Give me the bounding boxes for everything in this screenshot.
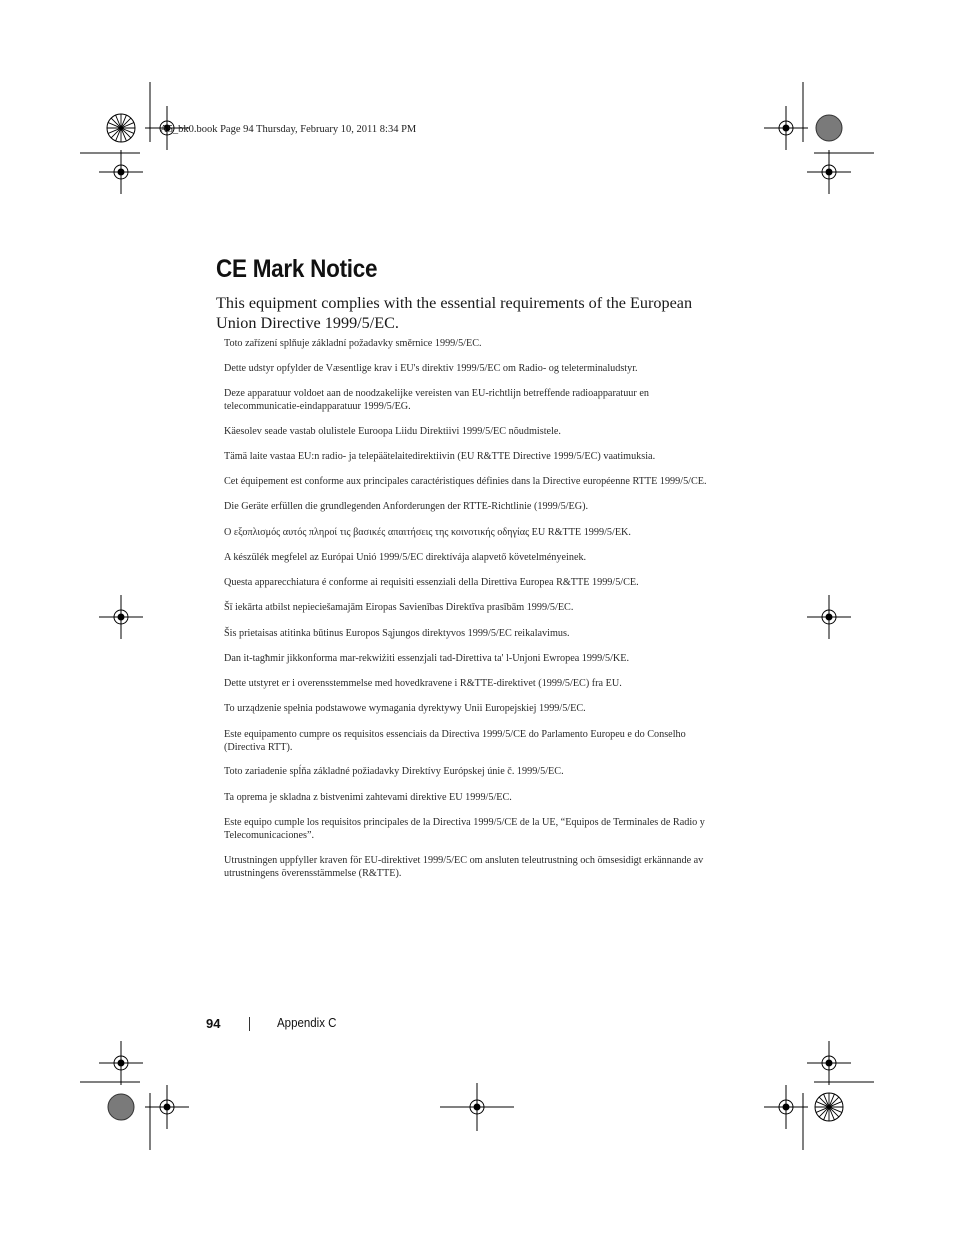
compliance-statement-latvian: Šī iekārta atbilst nepieciešamajām Eiropas Savienības Direktīva prasībām 1999/5/EC. — [224, 602, 574, 613]
intro-paragraph: This equipment complies with the essential requirements of the European Union Directive 1999/5/EC. — [216, 294, 693, 332]
registration-mark — [807, 1041, 851, 1085]
page-title: CE Mark Notice — [216, 255, 378, 283]
registration-mark — [99, 1041, 143, 1085]
page-number: 94 — [206, 1016, 221, 1031]
compliance-statement-norwegian: Dette utstyret er i overensstemmelse med hovedkravene i R&TTE-direktivet (1999/5/EC) fra EU. — [224, 678, 622, 689]
registration-mark — [145, 1085, 189, 1129]
compliance-statement-greek: Ο εξοπλισμός αυτός πληροί τις βασικές απαιτήσεις της κοινοτικής οδηγίας EU R&TTE 1999/5/EK. — [224, 527, 631, 538]
footer-divider — [249, 1017, 250, 1031]
compliance-statement-dutch: Deze apparatuur voldoet aan de noodzakelijke vereisten van EU-richtlijn betreffende radioapparatuur en telecommunicatie-eindapparatuur 1999/5/EG. — [224, 388, 649, 412]
compliance-statement-spanish: Este equipo cumple los requisitos principales de la Directiva 1999/5/CE de la UE, “Equipos de Terminales de Radio y Telecomunicaciones”. — [224, 817, 705, 841]
compliance-statement-danish: Dette udstyr opfylder de Væsentlige krav i EU's direktiv 1999/5/EC om Radio- og teleterminaludstyr. — [224, 363, 638, 374]
compliance-statement-german: Die Geräte erfüllen die grundlegenden Anforderungen der RTTE-Richtlinie (1999/5/EG). — [224, 501, 589, 512]
compliance-statement-portuguese: Este equipamento cumpre os requisitos essenciais da Directiva 1999/5/CE do Parlamento Europeu e do Conselho (Directiva RTT). — [224, 729, 686, 753]
compliance-statement-italian: Questa apparecchiatura é conforme ai requisiti essenziali della Direttiva Europea R&TTE 1999/5/CE. — [224, 577, 639, 588]
print-header-slug: A5_bk0.book Page 94 Thursday, February 10, 2011 8:34 PM — [160, 124, 417, 135]
registration-mark — [764, 1085, 808, 1129]
registration-mark — [807, 150, 851, 194]
compliance-statement-slovenian: Ta oprema je skladna z bistvenimi zahtevami direktive EU 1999/5/EC. — [224, 792, 512, 803]
compliance-statement-slovak: Toto zariadenie spĺňa základné požiadavky Direktívy Európskej únie č. 1999/5/EC. — [224, 766, 564, 777]
registration-mark — [440, 1083, 514, 1131]
compliance-statement-estonian: Käesolev seade vastab olulistele Euroopa Liidu Direktiivi 1999/5/EC nõudmistele. — [224, 426, 561, 437]
compliance-statement-polish: To urządzenie spełnia podstawowe wymagania dyrektywy Unii Europejskiej 1999/5/EC. — [224, 703, 586, 714]
footer-section-label: Appendix C — [277, 1016, 337, 1030]
registration-mark — [99, 150, 143, 194]
registration-mark — [764, 106, 808, 150]
registration-mark — [807, 595, 851, 639]
compliance-statement-lithuanian: Šis prietaisas atitinka būtinus Europos Sąjungos direktyvos 1999/5/EC reikalavimus. — [224, 628, 570, 639]
compliance-statement-hungarian: A készülék megfelel az Európai Unió 1999/5/EC direktívája alapvető követelményeinek. — [224, 552, 587, 563]
gray-dot-mark-top-right — [816, 115, 842, 141]
compliance-statement-maltese: Dan it-tagħmir jikkonforma mar-rekwiżiti essenzjali tad-Direttiva ta' l-Unjoni Ewropea 1999/5/KE. — [224, 653, 630, 664]
compliance-statement-czech: Toto zařízení splňuje základní požadavky směrnice 1999/5/EC. — [224, 338, 482, 349]
gray-dot-mark-bottom-left — [108, 1094, 134, 1120]
compliance-statement-swedish: Utrustningen uppfyller kraven för EU-direktivet 1999/5/EC om ansluten teleutrustning och ömsesidigt erkännande av utrustningens överensstämmelse (R&TTE). — [224, 855, 704, 879]
starburst-mark-top-left — [107, 114, 135, 142]
compliance-statement-french: Cet équipement est conforme aux principales caractéristiques définies dans la Directive européenne RTTE 1999/5/CE. — [224, 476, 707, 487]
registration-mark — [99, 595, 143, 639]
compliance-statement-finnish: Tämä laite vastaa EU:n radio- ja telepäätelaitedirektiivin (EU R&TTE Directive 1999/5/EC) vaatimuksia. — [224, 451, 656, 462]
starburst-mark-bottom-right — [815, 1093, 843, 1121]
